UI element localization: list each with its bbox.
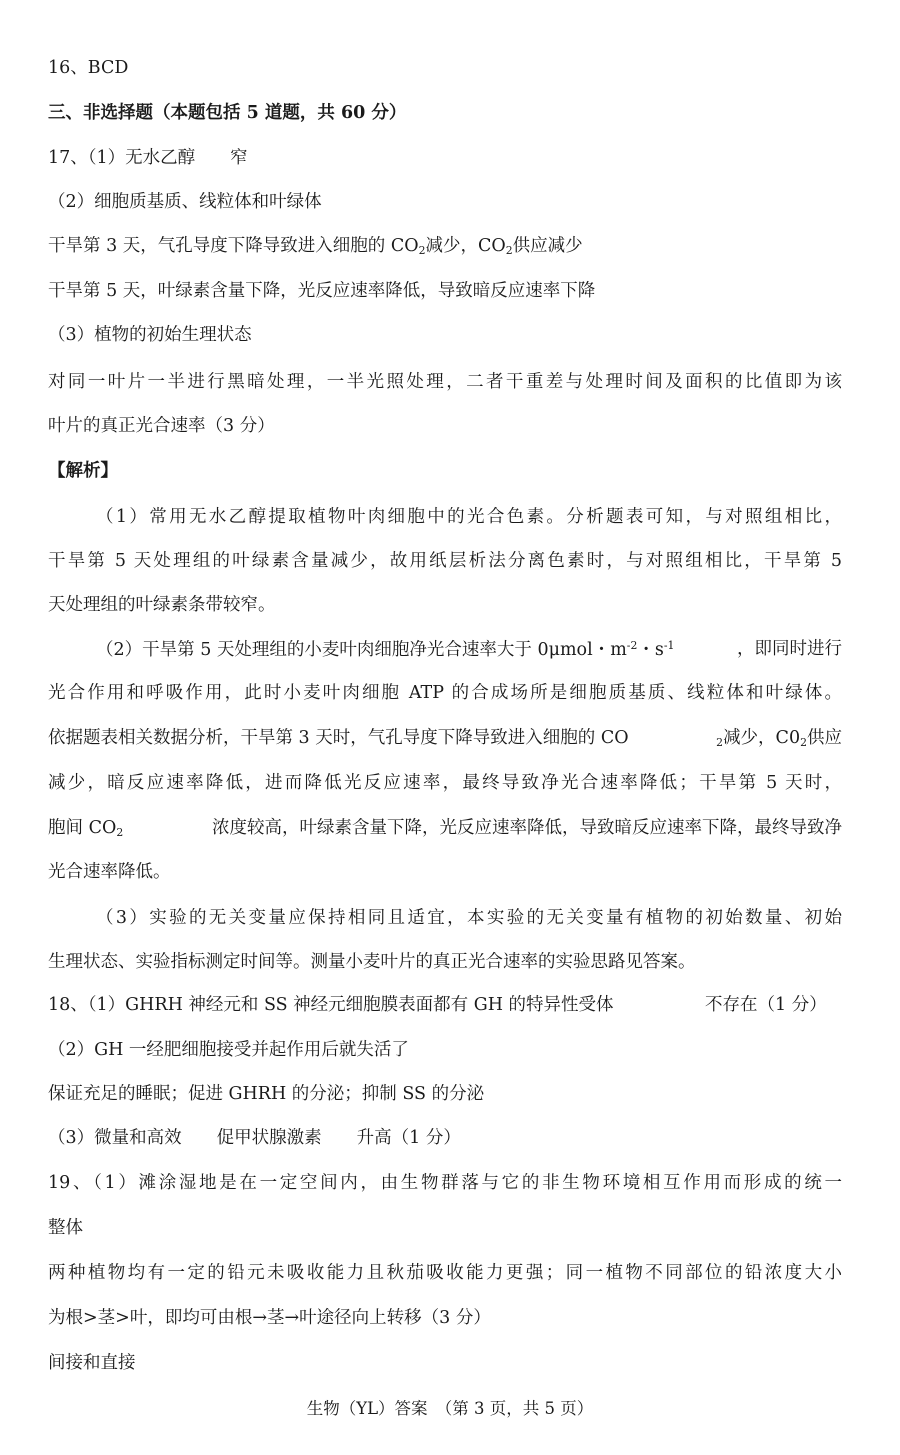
- answer-19-2-line2: 为根>茎>叶，即均可由根→茎→叶途径向上转移（3 分）: [48, 1308, 491, 1328]
- analysis-p1-line2: 干旱第 5 天处理组的叶绿素含量减少，故用纸层析法分离色素时，与对照组相比，干旱第 5: [48, 551, 842, 571]
- answer-16: 16、BCD: [48, 58, 129, 78]
- analysis-p2-line3: 依据题表相关数据分析，干旱第 3 天时，气孔导度下降导致进入细胞的 CO $_2$减少，$C0_2$供应: [48, 728, 842, 750]
- section-heading: 三、非选择题（本题包括 5 道题，共 60 分）: [48, 103, 407, 123]
- answer-18-2-line2: 保证充足的睡眠；促进 GHRH 的分泌；抑制 SS 的分泌: [48, 1084, 485, 1104]
- answer-17-3: （3）植物的初始生理状态: [48, 325, 252, 345]
- answer-18-3: （3）微量和高效 促甲状腺激素 升高（1 分）: [48, 1128, 461, 1148]
- analysis-p2-line1: （2）干旱第 5 天处理组的小麦叶肉细胞净光合速率大于 0μmol・$m^{-2}$・$s^{-1}$ ，即同时进行: [96, 639, 842, 660]
- answer-17-3-line3: 叶片的真正光合速率（3 分）: [48, 416, 275, 436]
- analysis-p3-line1: （3）实验的无关变量应保持相同且适宜，本实验的无关变量有植物的初始数量、初始: [96, 908, 842, 928]
- answer-17-2: （2）细胞质基质、线粒体和叶绿体: [48, 192, 322, 212]
- answer-19-3: 间接和直接: [48, 1353, 136, 1373]
- page-footer: 生物（YL）答案 （第 3 页，共 5 页）: [306, 1399, 594, 1418]
- analysis-p2-line2: 光合作用和呼吸作用，此时小麦叶肉细胞 ATP 的合成场所是细胞质基质、线粒体和叶绿体。: [48, 683, 842, 703]
- answer-19-2: 两种植物均有一定的铅元未吸收能力且秋茄吸收能力更强；同一植物不同部位的铅浓度大小: [48, 1263, 842, 1283]
- answer-17-1: 17、（1）无水乙醇 窄: [48, 148, 248, 168]
- analysis-p2-line5: 胞间 $CO_2$ 浓度较高，叶绿素含量下降，光反应速率降低，导致暗反应速率下降，最终导致净: [48, 818, 842, 840]
- analysis-p2-line4: 减少，暗反应速率降低，进而降低光反应速率，最终导致净光合速率降低；干旱第 5 天时，: [48, 773, 842, 793]
- answer-17-2-line2: 干旱第 3 天，气孔导度下降导致进入细胞的 $CO_2$减少，$CO_2$供应减少: [48, 236, 583, 258]
- answer-18-1: 18、（1）GHRH 神经元和 SS 神经元细胞膜表面都有 GH 的特异性受体: [48, 995, 614, 1015]
- answer-18-2: （2）GH 一经肥细胞接受并起作用后就失活了: [48, 1040, 409, 1060]
- answer-18-1-extra: 不存在（1 分）: [705, 995, 827, 1015]
- answer-19-1-line2: 整体: [48, 1218, 83, 1238]
- analysis-heading: 【解析】: [48, 461, 118, 481]
- analysis-p2-line6: 光合速率降低。: [48, 862, 171, 882]
- answer-17-3-line2: 对同一叶片一半进行黑暗处理，一半光照处理，二者干重差与处理时间及面积的比值即为该: [48, 372, 842, 392]
- answer-19-1: 19、（1）滩涂湿地是在一定空间内，由生物群落与它的非生物环境相互作用而形成的统一: [48, 1173, 842, 1193]
- analysis-p3-line2: 生理状态、实验指标测定时间等。测量小麦叶片的真正光合速率的实验思路见答案。: [48, 952, 696, 972]
- analysis-p1-line1: （1）常用无水乙醇提取植物叶肉细胞中的光合色素。分析题表可知，与对照组相比，: [96, 507, 842, 527]
- answer-17-2-line3: 干旱第 5 天，叶绿素含量下降，光反应速率降低，导致暗反应速率下降: [48, 281, 596, 301]
- analysis-p1-line3: 天处理组的叶绿素条带较窄。: [48, 595, 276, 615]
